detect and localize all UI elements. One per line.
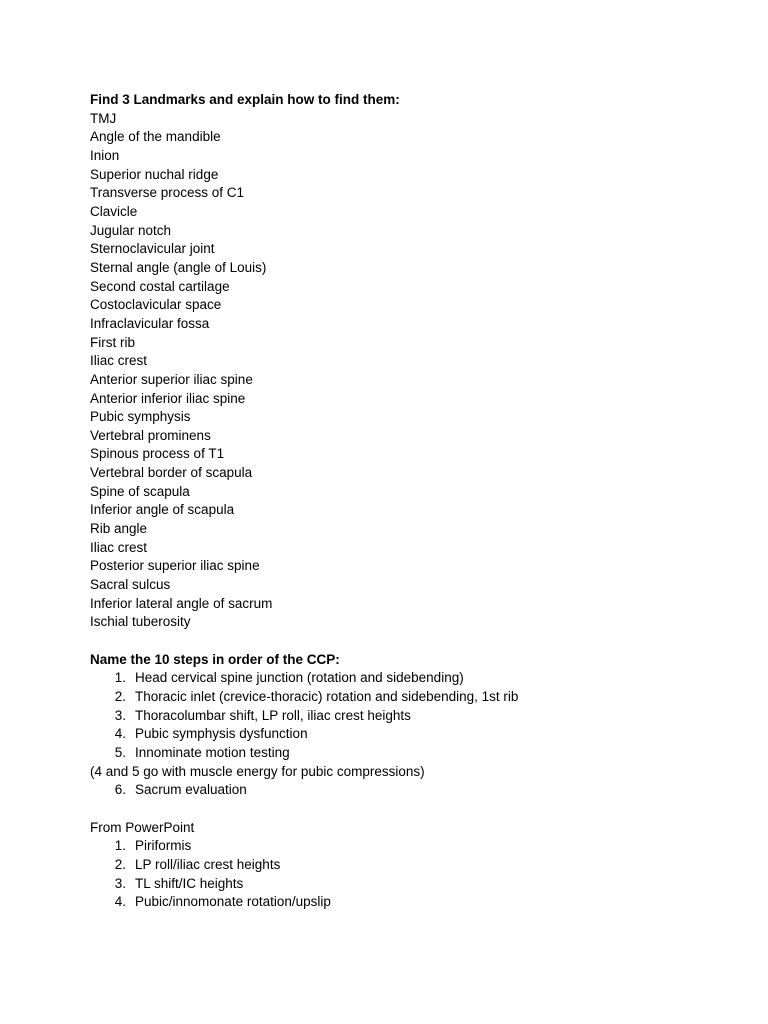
- landmark-item: Vertebral border of scapula: [90, 465, 253, 481]
- landmark-item: Iliac crest: [90, 353, 148, 369]
- landmarks-heading: Find 3 Landmarks and explain how to find them:: [90, 92, 400, 107]
- ccp-step: [90, 725, 730, 744]
- landmark-item: Spine of scapula: [90, 483, 190, 499]
- landmark-item: Infraclavicular fossa: [90, 315, 210, 331]
- landmarks-list: [90, 110, 730, 632]
- ccp-step-text: Thoracic inlet (crevice-thoracic) rotation and sidebending, 1st rib: [135, 689, 519, 704]
- powerpoint-step-text: Piriformis: [135, 838, 192, 854]
- spacer: [90, 632, 730, 651]
- landmark-item: TMJ: [90, 110, 117, 126]
- powerpoint-step: [90, 837, 730, 856]
- ccp-step-text: Innominate motion testing: [135, 744, 290, 760]
- ccp-step: [90, 669, 730, 688]
- ccp-step-text: Sacrum evaluation: [135, 782, 247, 798]
- powerpoint-step: [90, 856, 730, 875]
- ccp-step-text: Pubic symphysis dysfunction: [135, 726, 308, 742]
- list-number: 5.: [114, 744, 126, 760]
- landmark-item: Vertebral prominens: [90, 427, 211, 443]
- landmark-item: Ischial tuberosity: [90, 614, 191, 630]
- ccp-step: [90, 707, 730, 726]
- spacer: [90, 800, 730, 819]
- ccp-step: [90, 688, 730, 707]
- landmark-item: Sternal angle (angle of Louis): [90, 259, 267, 275]
- landmark-item: Sacral sulcus: [90, 577, 171, 593]
- ccp-step-text: Thoracolumbar shift, LP roll, iliac crest heights: [135, 707, 411, 723]
- landmark-item: Anterior inferior iliac spine: [90, 390, 246, 406]
- ccp-step-text: Head cervical spine junction (rotation and sidebending): [135, 670, 464, 686]
- landmark-item: Inferior angle of scapula: [90, 502, 235, 518]
- list-number: 1.: [114, 670, 126, 686]
- powerpoint-section: [90, 819, 730, 912]
- landmark-item: Second costal cartilage: [90, 278, 230, 294]
- list-number: 3.: [114, 875, 126, 891]
- powerpoint-step-text: LP roll/iliac crest heights: [135, 856, 281, 872]
- landmark-item: Rib angle: [90, 521, 148, 537]
- list-number: 6.: [114, 782, 126, 798]
- ccp-section: [90, 651, 730, 800]
- landmark-item: Iliac crest: [90, 539, 148, 555]
- landmark-item: Posterior superior iliac spine: [90, 558, 260, 574]
- landmark-item: Anterior superior iliac spine: [90, 371, 253, 387]
- ccp-heading: Name the 10 steps in order of the CCP:: [90, 651, 340, 667]
- landmark-item: Inion: [90, 147, 120, 163]
- landmark-item: Costoclavicular space: [90, 297, 222, 313]
- landmark-item: Inferior lateral angle of sacrum: [90, 595, 273, 611]
- ccp-step: [90, 744, 730, 763]
- landmark-item: Clavicle: [90, 203, 138, 219]
- list-number: 2.: [114, 689, 126, 704]
- powerpoint-step-text: Pubic/innomonate rotation/upslip: [135, 894, 331, 910]
- landmark-item: Superior nuchal ridge: [90, 166, 219, 182]
- landmarks-section: [90, 91, 730, 632]
- list-number: 4.: [114, 894, 126, 910]
- ccp-note: (4 and 5 go with muscle energy for pubic compressions): [90, 763, 425, 779]
- list-number: 1.: [114, 838, 126, 854]
- landmark-item: Spinous process of T1: [90, 446, 225, 462]
- ccp-step: [90, 781, 730, 800]
- powerpoint-step: [90, 875, 730, 894]
- document-body: [90, 91, 730, 912]
- landmark-item: Angle of the mandible: [90, 129, 221, 145]
- list-number: 3.: [114, 707, 126, 723]
- landmark-item: Jugular notch: [90, 222, 172, 238]
- landmark-item: Pubic symphysis: [90, 409, 191, 425]
- landmark-item: Sternoclavicular joint: [90, 241, 215, 257]
- list-number: 4.: [114, 726, 126, 742]
- powerpoint-steps-list: [90, 837, 730, 912]
- powerpoint-heading: From PowerPoint: [90, 819, 195, 835]
- powerpoint-step-text: TL shift/IC heights: [135, 875, 244, 891]
- powerpoint-step: [90, 893, 730, 912]
- ccp-steps-list: [90, 669, 730, 762]
- landmark-item: Transverse process of C1: [90, 185, 245, 201]
- list-number: 2.: [114, 856, 126, 872]
- landmark-item: First rib: [90, 334, 135, 350]
